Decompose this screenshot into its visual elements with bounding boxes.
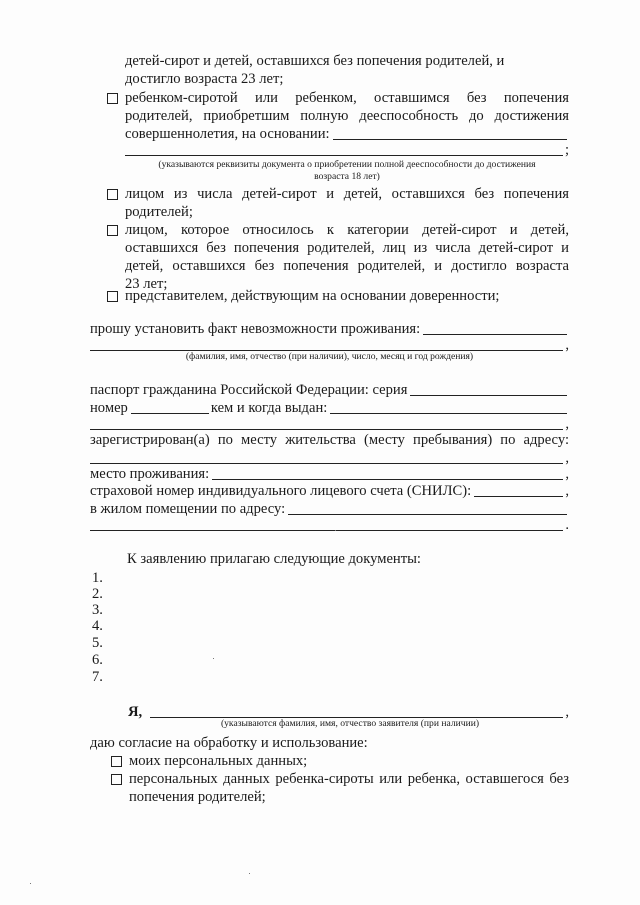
- dwelling-field[interactable]: [288, 514, 567, 515]
- attachment-item-3: 3.: [92, 602, 103, 618]
- scan-speck: [335, 530, 336, 531]
- attachment-item-6: 6.: [92, 652, 103, 668]
- passport-series-row: [90, 381, 569, 399]
- checkbox-orphan-category[interactable]: [107, 189, 118, 200]
- attachments-heading: К заявлению прилагаю следующие документы:: [127, 551, 421, 567]
- attachment-item-4: 4.: [92, 618, 103, 634]
- snils-end-mark: ,: [565, 483, 569, 499]
- consent-text: даю согласие на обработку и использование:: [90, 735, 368, 751]
- snils-label: страховой номер индивидуального лицевого счета (СНИЛС):: [90, 483, 472, 499]
- capacity-basis-hint-1: (указываются реквизиты документа о приобретении полной дееспособности до достижения: [158, 159, 536, 170]
- registered-end-mark: ,: [565, 450, 569, 466]
- checkbox-child-data[interactable]: [111, 774, 122, 785]
- capacity-basis-continuation: [125, 141, 569, 159]
- consent-child-data-line-2: попечения родителей;: [129, 789, 266, 805]
- attachment-item-5: 5.: [92, 635, 103, 651]
- passport-issued-field-2[interactable]: [90, 429, 563, 430]
- dwelling-end-mark: .: [565, 517, 569, 533]
- option-former-orphan-line-2: оставшихся без попечения родителей, лиц из числа детей-сирот и: [125, 240, 569, 256]
- consent-child-data-line-1: персональных данных ребенка-сироты или ребенка, оставшегося без: [129, 771, 569, 787]
- consent-end-mark: ,: [565, 704, 569, 720]
- continued-item-line-1: [125, 52, 569, 70]
- option-orphan-full-capacity-line-2: родителей, приобретшим полную дееспособность до достижения: [125, 108, 569, 124]
- request-end-mark: ,: [565, 337, 569, 353]
- snils-field[interactable]: [474, 496, 563, 497]
- passport-number-field[interactable]: [131, 413, 209, 414]
- residence-row: [90, 465, 569, 483]
- passport-issued-label: кем и когда выдан:: [210, 400, 328, 416]
- consent-name-hint: (указываются фамилия, имя, отчество заявителя (при наличии): [220, 718, 480, 729]
- passport-number-label: номер: [90, 400, 128, 416]
- capacity-basis-hint-2: возраста 18 лет): [314, 171, 380, 182]
- checkbox-representative[interactable]: [107, 291, 118, 302]
- continued-item-line-2: достигло возраста 23 лет;: [125, 71, 284, 87]
- option-orphan-full-capacity-label: совершеннолетия, на основании:: [125, 126, 330, 142]
- dwelling-label: в жилом помещении по адресу:: [90, 501, 286, 517]
- dwelling-row-2: [90, 516, 569, 534]
- checkbox-own-data[interactable]: [111, 756, 122, 767]
- dwelling-field-2[interactable]: [90, 530, 563, 531]
- request-label: прошу установить факт невозможности проживания:: [90, 321, 421, 337]
- residence-end-mark: ,: [565, 466, 569, 482]
- option-former-orphan-line-4: 23 лет;: [125, 276, 168, 292]
- residence-label: место проживания:: [90, 466, 210, 482]
- option-representative-line-1: представителем, действующим на основании доверенности;: [125, 288, 500, 304]
- capacity-basis-field[interactable]: [333, 139, 567, 140]
- residence-field[interactable]: [212, 479, 563, 480]
- checkbox-orphan-full-capacity[interactable]: [107, 93, 118, 104]
- capacity-basis-end-mark: ;: [564, 142, 569, 158]
- passport-series-field[interactable]: [410, 395, 567, 396]
- passport-label: паспорт гражданина Российской Федерации: серия: [90, 382, 408, 398]
- option-former-orphan-line-3: детей, оставшихся без попечения родителей, и достигло возраста: [125, 258, 569, 274]
- registered-address-field[interactable]: [90, 463, 563, 464]
- option-orphan-category-line-2: родителей;: [125, 204, 193, 220]
- attachment-item-7: 7.: [92, 669, 103, 685]
- passport-issued-field[interactable]: [330, 413, 567, 414]
- attachment-item-1: 1.: [92, 570, 103, 586]
- request-hint: (фамилия, имя, отчество (при наличии), число, месяц и год рождения): [185, 351, 474, 362]
- option-orphan-category-line-1: лицом из числа детей-сирот и детей, оставшихся без попечения: [125, 186, 569, 202]
- request-field[interactable]: [423, 334, 567, 335]
- option-orphan-full-capacity-line-1: ребенком-сиротой или ребенком, оставшимся без попечения: [125, 90, 569, 106]
- attachment-item-2: 2.: [92, 586, 103, 602]
- consent-ya: Я,: [128, 704, 143, 720]
- registered-label: зарегистрирован(а) по месту жительства (месту пребывания) по адресу:: [90, 432, 569, 448]
- option-former-orphan-line-1: лицом, которое относилось к категории детей-сирот и детей,: [125, 222, 569, 238]
- passport-end-mark: ,: [565, 416, 569, 432]
- capacity-basis-field-2[interactable]: [125, 155, 563, 156]
- checkbox-former-orphan[interactable]: [107, 225, 118, 236]
- scan-speck: [249, 873, 250, 874]
- continued-text: детей-сирот и детей, оставшихся без попечения родителей, и: [125, 53, 505, 69]
- snils-row: [90, 482, 569, 500]
- scan-speck: [213, 658, 214, 659]
- consent-own-data-label: моих персональных данных;: [129, 753, 308, 769]
- scan-speck: [30, 883, 31, 884]
